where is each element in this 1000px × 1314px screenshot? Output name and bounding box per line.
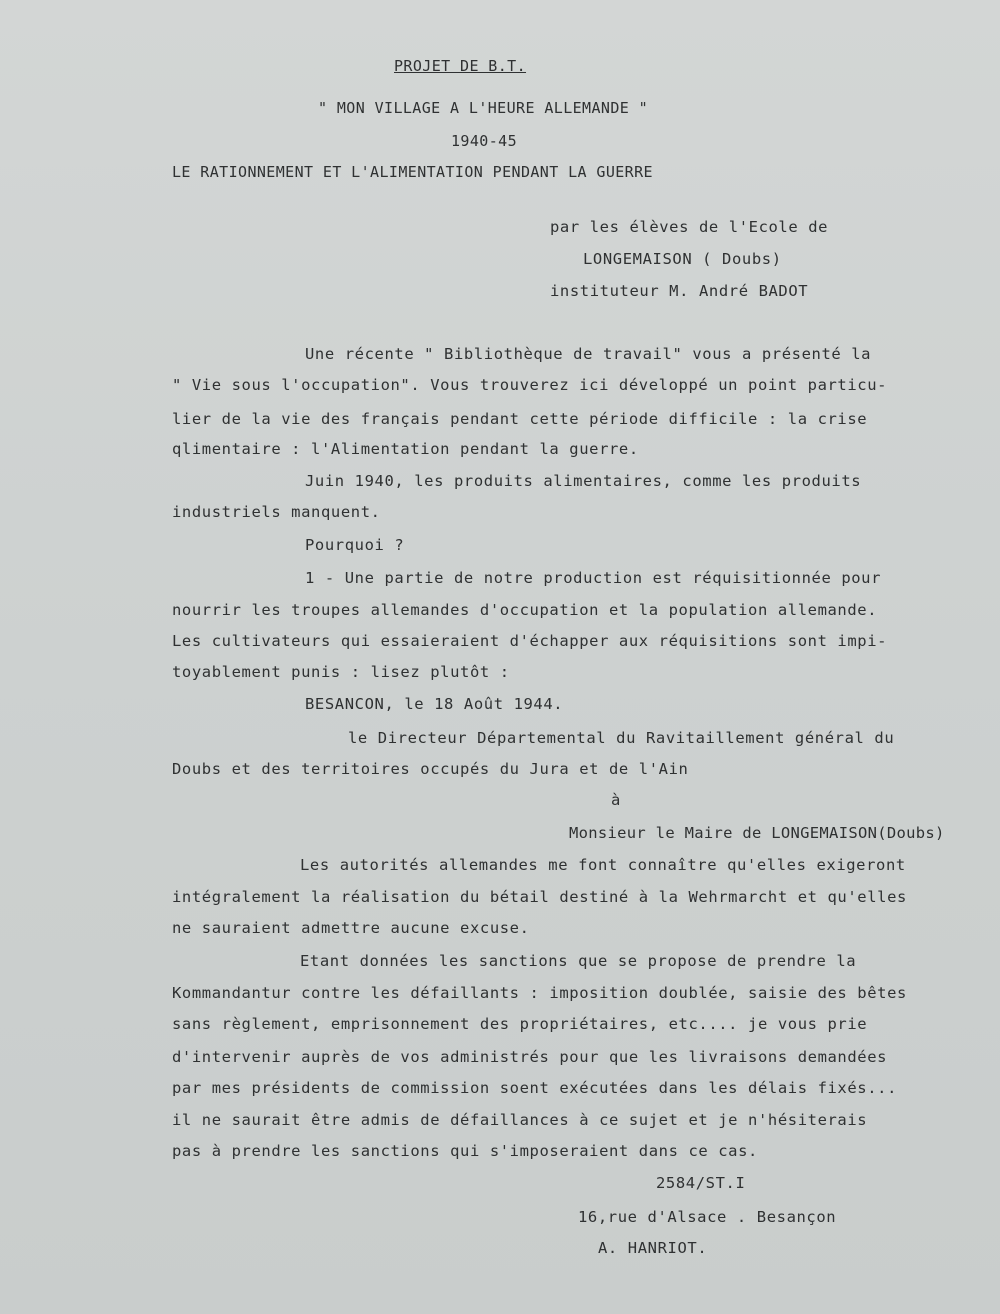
body-line: 1 - Une partie de notre production est réquisitionnée pour	[305, 569, 882, 587]
body-line: sans règlement, emprisonnement des propriétaires, etc.... je vous prie	[172, 1015, 868, 1033]
reference-number: 2584/ST.I	[656, 1174, 746, 1192]
body-line: il ne saurait être admis de défaillances à ce sujet et je n'hésiterais	[172, 1111, 868, 1129]
body-line: Les cultivateurs qui essaieraient d'échapper aux réquisitions sont impi-	[172, 632, 888, 650]
project-heading: PROJET DE B.T.	[394, 57, 527, 75]
author-line: instituteur M. André BADOT	[550, 282, 809, 300]
body-line: par mes présidents de commission soent exécutées dans les délais fixés...	[172, 1079, 898, 1097]
body-line: ne sauraient admettre aucune excuse.	[172, 919, 530, 937]
body-line: industriels manquent.	[172, 503, 381, 521]
sender-name: A. HANRIOT.	[598, 1239, 708, 1257]
sender-address: 16,rue d'Alsace . Besançon	[578, 1208, 837, 1226]
body-line: Pourquoi ?	[305, 536, 405, 554]
body-line: le Directeur Départemental du Ravitaillement général du	[348, 729, 895, 747]
body-line: Les autorités allemandes me font connaître qu'elles exigeront	[300, 856, 906, 874]
body-line: Kommandantur contre les défaillants : imposition doublée, saisie des bêtes	[172, 984, 907, 1002]
letter-date: BESANCON, le 18 Août 1944.	[305, 695, 564, 713]
body-line: Une récente " Bibliothèque de travail" vous a présenté la	[305, 345, 872, 363]
body-line: toyablement punis : lisez plutôt :	[172, 663, 510, 681]
body-line: Etant données les sanctions que se propose de prendre la	[300, 952, 857, 970]
body-line: Doubs et des territoires occupés du Jura et de l'Ain	[172, 760, 689, 778]
document-title: " MON VILLAGE A L'HEURE ALLEMANDE "	[318, 99, 649, 117]
body-line: pas à prendre les sanctions qui s'imposeraient dans ce cas.	[172, 1142, 758, 1160]
body-line: lier de la vie des français pendant cette période difficile : la crise	[172, 410, 868, 428]
body-line: d'intervenir auprès de vos administrés pour que les livraisons demandées	[172, 1048, 888, 1066]
author-line: LONGEMAISON ( Doubs)	[583, 250, 782, 268]
body-line: " Vie sous l'occupation". Vous trouverez ici développé un point particu-	[172, 376, 888, 394]
document-years: 1940-45	[451, 132, 518, 150]
author-line: par les élèves de l'Ecole de	[550, 218, 829, 236]
body-line: à	[611, 791, 621, 809]
body-line: intégralement la réalisation du bétail destiné à la Wehrmarcht et qu'elles	[172, 888, 907, 906]
body-line: qlimentaire : l'Alimentation pendant la guerre.	[172, 440, 639, 458]
body-line: Juin 1940, les produits alimentaires, comme les produits	[305, 472, 862, 490]
body-line: nourrir les troupes allemandes d'occupation et la population allemande.	[172, 601, 878, 619]
document-subtitle: LE RATIONNEMENT ET L'ALIMENTATION PENDANT LA GUERRE	[172, 163, 653, 181]
letter-recipient: Monsieur le Maire de LONGEMAISON(Doubs)	[569, 824, 945, 842]
